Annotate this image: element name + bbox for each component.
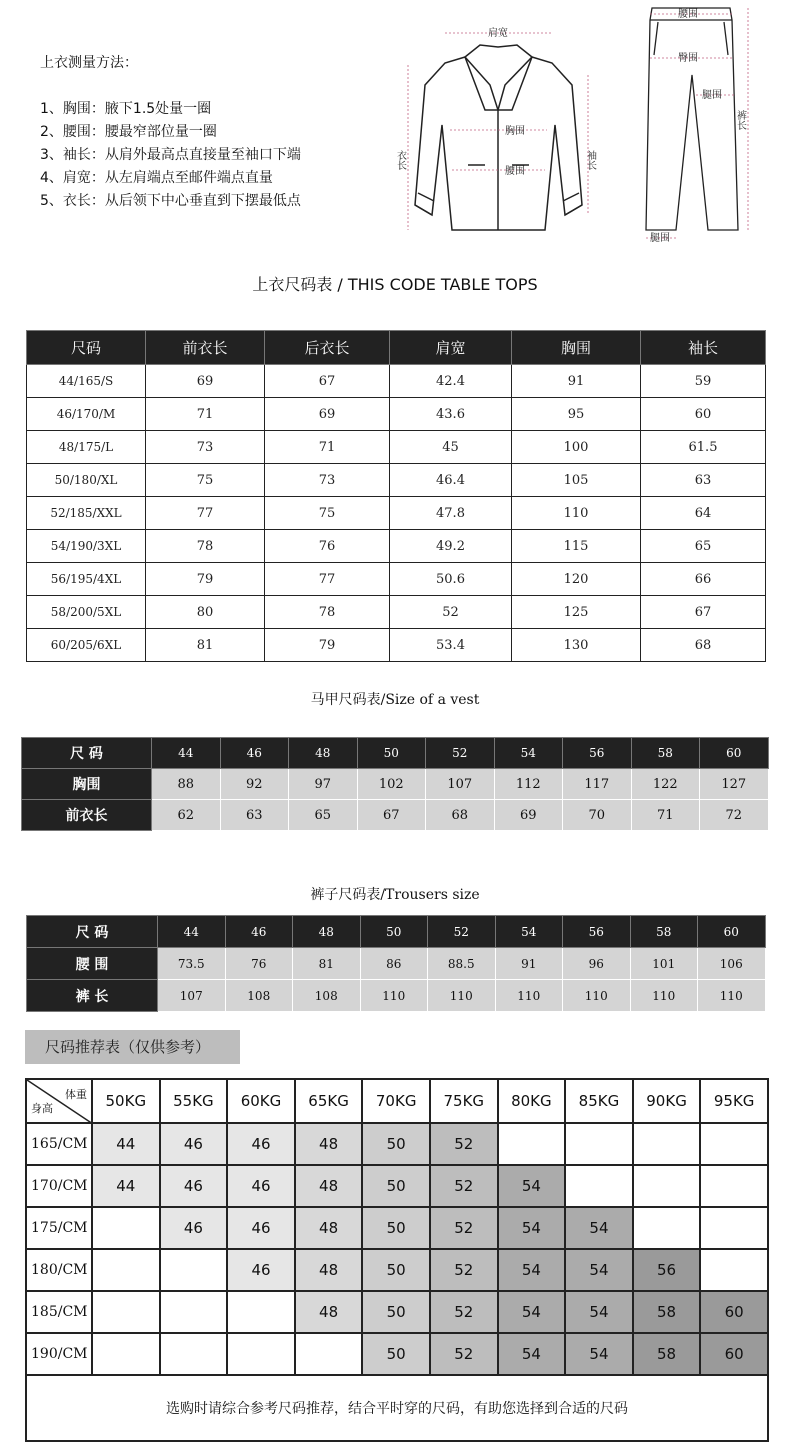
- tops-cell: 78: [265, 596, 390, 629]
- recommend-cell: [565, 1165, 633, 1207]
- tops-cell: 54/190/3XL: [27, 530, 146, 563]
- recommend-cell: 46: [227, 1207, 295, 1249]
- corner-height-label: 身高: [31, 1102, 53, 1115]
- weight-header: 55KG: [160, 1079, 228, 1123]
- recommend-cell: [700, 1249, 768, 1291]
- vest-cell: 70: [563, 800, 632, 831]
- recommend-cell: 60: [700, 1333, 768, 1375]
- vest-cell: 92: [220, 769, 289, 800]
- recommend-cell: 58: [633, 1333, 701, 1375]
- tops-cell: 77: [146, 497, 265, 530]
- trousers-cell: 106: [698, 948, 766, 980]
- recommend-cell: [92, 1333, 160, 1375]
- vest-cell: 65: [289, 800, 358, 831]
- trousers-row-label: 腰 围: [27, 948, 158, 980]
- recommend-cell: 56: [633, 1249, 701, 1291]
- recommend-cell: 50: [362, 1123, 430, 1165]
- trousers-cell: 101: [630, 948, 698, 980]
- recommend-cell: 52: [430, 1249, 498, 1291]
- tops-cell: 46/170/M: [27, 398, 146, 431]
- weight-header: 50KG: [92, 1079, 160, 1123]
- instruction-length: 5、衣长：从后领下中心垂直到下摆最低点: [40, 193, 301, 209]
- recommend-cell: [700, 1123, 768, 1165]
- table-row: [26, 1249, 768, 1291]
- vest-cell: 102: [357, 769, 426, 800]
- vest-size: 46: [220, 738, 289, 769]
- vest-table-title: 马甲尺码表/Size of a vest: [310, 692, 480, 708]
- recommend-corner: [26, 1079, 92, 1123]
- tops-cell: 91: [512, 365, 641, 398]
- recommend-cell: 54: [498, 1165, 566, 1207]
- recommend-cell: [633, 1165, 701, 1207]
- pants-length-label: 裤长: [734, 110, 746, 130]
- pants-hem-label: 腿围: [650, 233, 670, 244]
- recommend-cell: 50: [362, 1165, 430, 1207]
- trousers-cell: 108: [293, 980, 361, 1012]
- weight-header: 90KG: [633, 1079, 701, 1123]
- recommend-cell: 50: [362, 1291, 430, 1333]
- vest-size: 52: [426, 738, 495, 769]
- recommend-cell: 46: [227, 1165, 295, 1207]
- recommend-cell: 54: [498, 1291, 566, 1333]
- height-label: 175/CM: [26, 1207, 92, 1249]
- trousers-size: 44: [158, 916, 226, 948]
- recommend-cell: 46: [160, 1123, 228, 1165]
- tops-cell: 100: [512, 431, 641, 464]
- vest-cell: 127: [700, 769, 769, 800]
- vest-cell: 67: [357, 800, 426, 831]
- tops-cell: 50/180/XL: [27, 464, 146, 497]
- recommend-cell: 46: [227, 1249, 295, 1291]
- recommend-cell: 60: [700, 1291, 768, 1333]
- recommend-cell: 52: [430, 1291, 498, 1333]
- table-row: [26, 1165, 768, 1207]
- height-label: 190/CM: [26, 1333, 92, 1375]
- trousers-table-title: 裤子尺码表/Trousers size: [310, 887, 480, 903]
- tops-cell: 58/200/5XL: [27, 596, 146, 629]
- recommend-cell: 54: [565, 1333, 633, 1375]
- recommend-cell: [633, 1207, 701, 1249]
- recommend-cell: [295, 1333, 363, 1375]
- tops-header-front-length: 前衣长: [146, 331, 265, 365]
- tops-cell: 42.4: [390, 365, 512, 398]
- tops-cell: 68: [641, 629, 766, 662]
- tops-cell: 80: [146, 596, 265, 629]
- tops-cell: 67: [265, 365, 390, 398]
- tops-header-size: 尺码: [27, 331, 146, 365]
- vest-size-table: [21, 737, 769, 831]
- vest-size: 54: [494, 738, 563, 769]
- recommend-cell: [160, 1333, 228, 1375]
- table-row: [27, 980, 766, 1012]
- recommend-cell: 54: [565, 1207, 633, 1249]
- recommend-cell: 48: [295, 1123, 363, 1165]
- tops-cell: 71: [265, 431, 390, 464]
- vest-cell: 63: [220, 800, 289, 831]
- table-row: [27, 398, 766, 431]
- tops-cell: 52/185/XXL: [27, 497, 146, 530]
- weight-header: 85KG: [565, 1079, 633, 1123]
- table-row: [26, 1333, 768, 1375]
- vest-row-label: 胸围: [22, 769, 152, 800]
- tops-cell: 77: [265, 563, 390, 596]
- tops-header-chest: 胸围: [512, 331, 641, 365]
- tops-cell: 73: [265, 464, 390, 497]
- jacket-waist-label: 腰围: [505, 166, 525, 177]
- weight-header: 60KG: [227, 1079, 295, 1123]
- trousers-size: 56: [563, 916, 631, 948]
- recommend-cell: 48: [295, 1207, 363, 1249]
- recommend-cell: 54: [498, 1333, 566, 1375]
- trousers-cell: 96: [563, 948, 631, 980]
- recommend-cell: [498, 1123, 566, 1165]
- tops-cell: 66: [641, 563, 766, 596]
- trousers-cell: 110: [360, 980, 428, 1012]
- recommend-cell: [633, 1123, 701, 1165]
- table-row: [26, 1123, 768, 1165]
- jacket-chest-label: 胸围: [505, 126, 525, 137]
- tops-cell: 47.8: [390, 497, 512, 530]
- table-row: [26, 1291, 768, 1333]
- trousers-cell: 108: [225, 980, 293, 1012]
- tops-cell: 53.4: [390, 629, 512, 662]
- recommend-cell: 44: [92, 1165, 160, 1207]
- tops-cell: 73: [146, 431, 265, 464]
- recommend-cell: [227, 1291, 295, 1333]
- tops-cell: 52: [390, 596, 512, 629]
- instructions-title: 上衣测量方法：: [40, 55, 138, 71]
- table-row: [27, 596, 766, 629]
- tops-cell: 46.4: [390, 464, 512, 497]
- vest-cell: 107: [426, 769, 495, 800]
- table-row: [26, 1207, 768, 1249]
- instruction-chest: 1、胸围：腋下1.5处量一圈: [40, 101, 212, 117]
- recommend-note-row: [26, 1375, 768, 1441]
- tops-cell: 120: [512, 563, 641, 596]
- tops-cell: 105: [512, 464, 641, 497]
- tops-table-title: 上衣尺码表 / THIS CODE TABLE TOPS: [252, 275, 538, 294]
- jacket-length-label: 衣长: [394, 150, 406, 170]
- recommend-cell: [565, 1123, 633, 1165]
- recommend-cell: 50: [362, 1333, 430, 1375]
- tops-cell: 56/195/4XL: [27, 563, 146, 596]
- recommend-cell: [700, 1207, 768, 1249]
- height-label: 185/CM: [26, 1291, 92, 1333]
- recommend-cell: [160, 1249, 228, 1291]
- tops-size-table: [26, 330, 766, 662]
- recommend-header-row: [26, 1079, 768, 1123]
- vest-size: 48: [289, 738, 358, 769]
- trousers-cell: 110: [630, 980, 698, 1012]
- vest-size: 50: [357, 738, 426, 769]
- trousers-row-label: 裤 长: [27, 980, 158, 1012]
- recommend-cell: [160, 1291, 228, 1333]
- recommend-cell: 52: [430, 1123, 498, 1165]
- tops-cell: 43.6: [390, 398, 512, 431]
- weight-header: 95KG: [700, 1079, 768, 1123]
- tops-cell: 78: [146, 530, 265, 563]
- tops-cell: 50.6: [390, 563, 512, 596]
- height-label: 165/CM: [26, 1123, 92, 1165]
- recommend-note: 选购时请综合参考尺码推荐，结合平时穿的尺码，有助您选择到合适的尺码: [26, 1375, 768, 1441]
- vest-cell: 72: [700, 800, 769, 831]
- vest-size: 56: [563, 738, 632, 769]
- recommend-cell: [92, 1291, 160, 1333]
- tops-cell: 125: [512, 596, 641, 629]
- trousers-size: 52: [428, 916, 496, 948]
- tops-cell: 44/165/S: [27, 365, 146, 398]
- tops-cell: 75: [146, 464, 265, 497]
- trousers-size: 54: [495, 916, 563, 948]
- vest-cell: 69: [494, 800, 563, 831]
- recommend-cell: 52: [430, 1207, 498, 1249]
- trousers-cell: 73.5: [158, 948, 226, 980]
- trousers-cell: 110: [698, 980, 766, 1012]
- tops-cell: 60/205/6XL: [27, 629, 146, 662]
- tops-cell: 61.5: [641, 431, 766, 464]
- pants-waist-label: 腰围: [678, 9, 698, 20]
- vest-size: 60: [700, 738, 769, 769]
- tops-header-shoulder: 肩宽: [390, 331, 512, 365]
- trousers-cell: 88.5: [428, 948, 496, 980]
- weight-header: 65KG: [295, 1079, 363, 1123]
- trousers-header-row: [27, 916, 766, 948]
- weight-header: 80KG: [498, 1079, 566, 1123]
- tops-cell: 71: [146, 398, 265, 431]
- instruction-waist: 2、腰围：腰最窄部位量一圈: [40, 124, 217, 140]
- vest-cell: 71: [631, 800, 700, 831]
- trousers-size: 50: [360, 916, 428, 948]
- recommend-cell: 52: [430, 1333, 498, 1375]
- table-row: [27, 365, 766, 398]
- weight-header: 75KG: [430, 1079, 498, 1123]
- tops-cell: 81: [146, 629, 265, 662]
- tops-cell: 60: [641, 398, 766, 431]
- table-row: [27, 497, 766, 530]
- tops-cell: 79: [265, 629, 390, 662]
- recommend-cell: [700, 1165, 768, 1207]
- recommend-cell: 54: [498, 1249, 566, 1291]
- vest-cell: 88: [152, 769, 221, 800]
- tops-cell: 49.2: [390, 530, 512, 563]
- recommend-cell: 44: [92, 1123, 160, 1165]
- trousers-cell: 76: [225, 948, 293, 980]
- height-label: 170/CM: [26, 1165, 92, 1207]
- tops-cell: 45: [390, 431, 512, 464]
- trousers-cell: 110: [428, 980, 496, 1012]
- tops-cell: 110: [512, 497, 641, 530]
- trousers-size: 60: [698, 916, 766, 948]
- vest-cell: 62: [152, 800, 221, 831]
- vest-header-size: 尺 码: [22, 738, 152, 769]
- tops-cell: 75: [265, 497, 390, 530]
- jacket-shoulder-label: 肩宽: [488, 28, 508, 39]
- vest-cell: 112: [494, 769, 563, 800]
- table-row: [27, 563, 766, 596]
- tops-cell: 64: [641, 497, 766, 530]
- tops-cell: 79: [146, 563, 265, 596]
- recommend-cell: [92, 1207, 160, 1249]
- tops-cell: 69: [265, 398, 390, 431]
- recommend-cell: 54: [498, 1207, 566, 1249]
- trousers-cell: 110: [563, 980, 631, 1012]
- recommend-cell: 54: [565, 1249, 633, 1291]
- tops-cell: 69: [146, 365, 265, 398]
- trousers-cell: 81: [293, 948, 361, 980]
- tops-header-row: [27, 331, 766, 365]
- tops-cell: 95: [512, 398, 641, 431]
- recommend-cell: 54: [565, 1291, 633, 1333]
- table-row: [22, 769, 769, 800]
- tops-cell: 59: [641, 365, 766, 398]
- trousers-cell: 91: [495, 948, 563, 980]
- table-row: [27, 629, 766, 662]
- tops-cell: 48/175/L: [27, 431, 146, 464]
- trousers-size: 48: [293, 916, 361, 948]
- corner-weight-label: 体重: [65, 1088, 87, 1101]
- tops-cell: 115: [512, 530, 641, 563]
- trousers-cell: 110: [495, 980, 563, 1012]
- vest-cell: 122: [631, 769, 700, 800]
- trousers-header-size: 尺 码: [27, 916, 158, 948]
- recommend-cell: 52: [430, 1165, 498, 1207]
- trousers-size: 46: [225, 916, 293, 948]
- size-recommendation-table: [25, 1078, 769, 1442]
- table-row: [27, 431, 766, 464]
- vest-size: 58: [631, 738, 700, 769]
- trousers-size: 58: [630, 916, 698, 948]
- recommend-cell: 48: [295, 1249, 363, 1291]
- trousers-size-table: [26, 915, 766, 1012]
- jacket-diagram: [390, 15, 605, 240]
- recommend-cell: 58: [633, 1291, 701, 1333]
- tops-cell: 130: [512, 629, 641, 662]
- table-row: [27, 464, 766, 497]
- tops-header-back-length: 后衣长: [265, 331, 390, 365]
- vest-cell: 97: [289, 769, 358, 800]
- pants-hip-label: 臀围: [678, 53, 698, 64]
- vest-cell: 68: [426, 800, 495, 831]
- tops-header-sleeve: 袖长: [641, 331, 766, 365]
- pants-thigh-label: 腿围: [702, 90, 722, 101]
- tops-cell: 63: [641, 464, 766, 497]
- vest-size: 44: [152, 738, 221, 769]
- recommend-cell: 50: [362, 1207, 430, 1249]
- instruction-shoulder: 4、肩宽：从左肩端点至邮件端点直量: [40, 170, 273, 186]
- weight-header: 70KG: [362, 1079, 430, 1123]
- measurement-instructions: [40, 52, 380, 213]
- table-row: [22, 800, 769, 831]
- jacket-sleeve-label: 袖长: [584, 150, 596, 170]
- recommend-cell: [92, 1249, 160, 1291]
- tops-cell: 67: [641, 596, 766, 629]
- recommend-cell: 48: [295, 1165, 363, 1207]
- table-row: [27, 530, 766, 563]
- recommend-cell: 46: [227, 1123, 295, 1165]
- recommend-cell: 48: [295, 1291, 363, 1333]
- vest-header-row: [22, 738, 769, 769]
- tops-cell: 76: [265, 530, 390, 563]
- recommend-cell: 46: [160, 1165, 228, 1207]
- tops-cell: 65: [641, 530, 766, 563]
- recommend-cell: [227, 1333, 295, 1375]
- recommend-badge: 尺码推荐表（仅供参考）: [25, 1030, 240, 1064]
- recommend-cell: 46: [160, 1207, 228, 1249]
- height-label: 180/CM: [26, 1249, 92, 1291]
- vest-cell: 117: [563, 769, 632, 800]
- pants-diagram: [630, 0, 760, 245]
- trousers-cell: 107: [158, 980, 226, 1012]
- trousers-cell: 86: [360, 948, 428, 980]
- instruction-sleeve: 3、袖长：从肩外最高点直接量至袖口下端: [40, 147, 301, 163]
- recommend-cell: 50: [362, 1249, 430, 1291]
- table-row: [27, 948, 766, 980]
- vest-row-label: 前衣长: [22, 800, 152, 831]
